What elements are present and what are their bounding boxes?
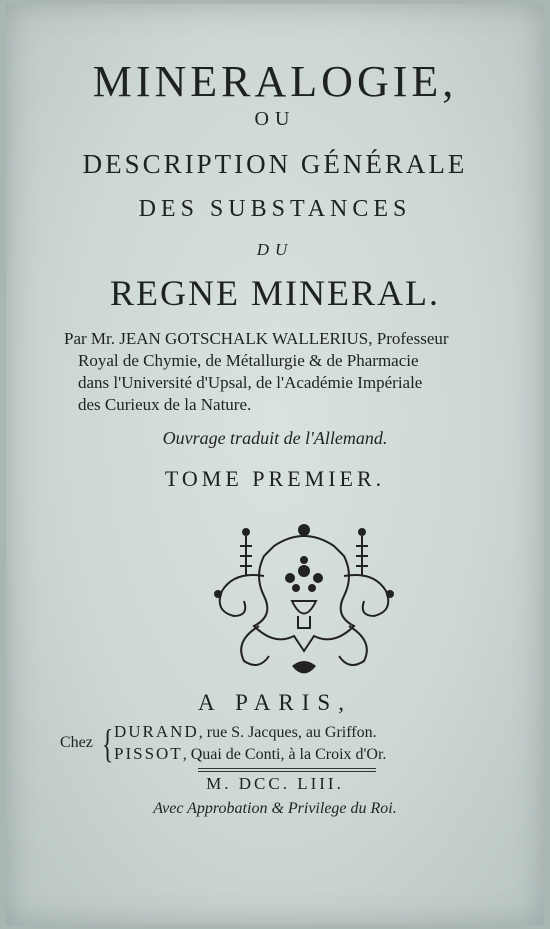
publishers-block	[60, 722, 520, 768]
author-line: Par Mr. JEAN GOTSCHALK WALLERIUS, Professeur	[64, 329, 449, 348]
translated-note: Ouvrage traduit de l'Allemand.	[162, 428, 388, 448]
privilege-note: Avec Approbation & Privilege du Roi.	[153, 800, 397, 817]
publisher-name: PISSOT	[114, 744, 183, 763]
publisher-address: , rue S. Jacques, au Griffon.	[198, 724, 377, 741]
title-line-substances: DES SUBSTANCES	[138, 196, 412, 222]
title-line-regne: REGNE MINERAL.	[110, 273, 440, 313]
imprint-city: A PARIS,	[198, 690, 352, 715]
publisher-address: , Quai de Conti, à la Croix d'Or.	[182, 746, 387, 763]
publisher-line	[114, 744, 386, 764]
floral-vase-ornament-icon	[204, 516, 404, 686]
brace-icon: {	[101, 721, 114, 766]
title-page	[6, 4, 544, 925]
author-block	[64, 328, 524, 416]
title-main: MINERALOGIE,	[92, 57, 458, 106]
publication-year: M. DCC. LIII.	[206, 774, 344, 793]
chez-label: Chez	[60, 734, 93, 751]
publisher-name: DURAND	[114, 722, 199, 741]
author-line: dans l'Université d'Upsal, de l'Académie Impériale	[78, 373, 423, 392]
title-line-description: DESCRIPTION GÉNÉRALE	[82, 149, 468, 179]
publisher-line	[114, 722, 377, 742]
divider-rule	[198, 771, 376, 772]
title-or: OU	[254, 108, 296, 130]
author-line: des Curieux de la Nature.	[78, 395, 252, 414]
title-line-du: DU	[256, 240, 294, 259]
volume-label: TOME PREMIER.	[164, 466, 386, 491]
author-line: Royal de Chymie, de Métallurgie & de Pharmacie	[78, 351, 419, 370]
divider-rule	[198, 768, 376, 769]
